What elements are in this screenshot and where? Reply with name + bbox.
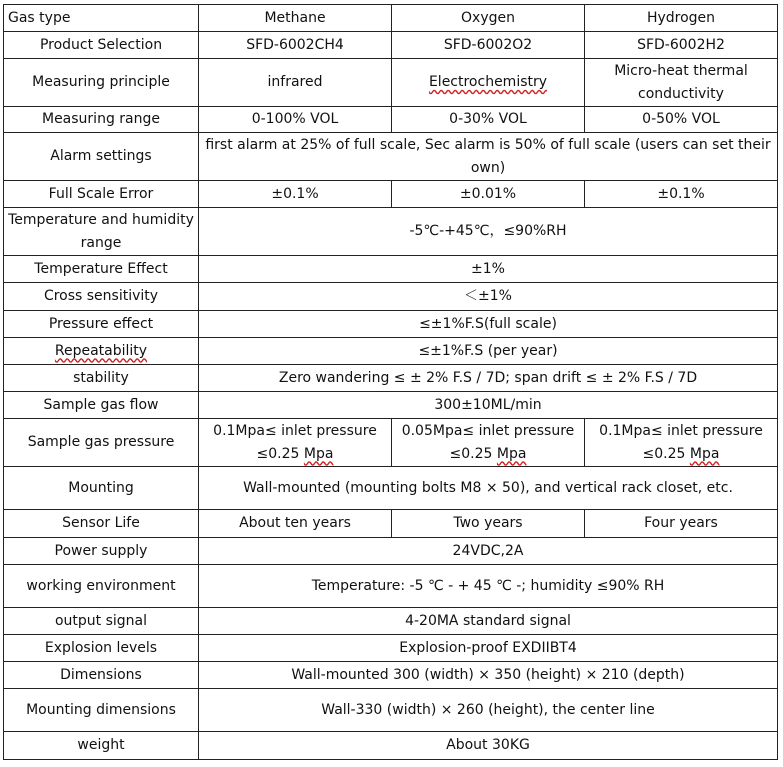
row-label: Measuring principle: [4, 59, 199, 107]
table-row: [4, 59, 778, 107]
table-row: [4, 133, 778, 181]
cell-line: [203, 443, 387, 466]
table-row: [4, 662, 778, 689]
cell-value: 24VDC,2A: [199, 538, 778, 565]
spellcheck-word: Mpa: [689, 445, 720, 462]
row-label: Temperature Effect: [4, 256, 199, 283]
spellcheck-word: Mpa: [496, 445, 527, 462]
cell-methane: infrared: [199, 59, 392, 107]
table-row: [4, 208, 778, 256]
row-label: Product Selection: [4, 32, 199, 59]
row-label: stability: [4, 365, 199, 392]
table-row: [4, 608, 778, 635]
gas-type-label: Gas type: [4, 5, 199, 32]
cell-value: Zero wandering ≤ ± 2% F.S / 7D; span drift ≤ ± 2% F.S / 7D: [199, 365, 778, 392]
row-label: Sensor Life: [4, 510, 199, 538]
cell-oxygen: ±0.01%: [392, 181, 585, 208]
row-label: Dimensions: [4, 662, 199, 689]
cell-hydrogen: Four years: [585, 510, 778, 538]
cell-value: Wall-330 (width) × 260 (height), the center line: [199, 689, 778, 732]
cell-value: Wall-mounted (mounting bolts M8 × 50), and vertical rack closet, etc.: [199, 467, 778, 510]
cell-text: ≤0.25: [449, 445, 497, 462]
row-label: Temperature and humidity range: [4, 208, 199, 256]
spellcheck-word: Electrochemistry: [428, 74, 548, 90]
cell-methane: ±0.1%: [199, 181, 392, 208]
cell-value: ≤±1%F.S (per year): [199, 338, 778, 365]
cell-hydrogen: SFD-6002H2: [585, 32, 778, 59]
cell-oxygen: [392, 419, 585, 467]
cell-value: ±1%: [199, 256, 778, 283]
cell-methane: [199, 419, 392, 467]
spec-table: [3, 4, 778, 760]
row-label: Cross sensitivity: [4, 283, 199, 311]
table-row: [4, 392, 778, 419]
table-row: [4, 311, 778, 338]
cell-value: -5℃-+45℃，≤90%RH: [199, 208, 778, 256]
cell-hydrogen: Micro-heat thermal conductivity: [585, 59, 778, 107]
table-row: [4, 181, 778, 208]
cell-value: ＜±1%: [199, 283, 778, 311]
cell-methane: 0-100% VOL: [199, 107, 392, 133]
cell-line: [589, 443, 773, 466]
table-row: [4, 732, 778, 760]
cell-value: Explosion-proof EXDIIBT4: [199, 635, 778, 662]
table-row: [4, 32, 778, 59]
cell-line: 0.1Mpa≤ inlet pressure: [213, 422, 377, 439]
row-label: Full Scale Error: [4, 181, 199, 208]
cell-methane: About ten years: [199, 510, 392, 538]
table-row: [4, 338, 778, 365]
row-label: Mounting dimensions: [4, 689, 199, 732]
table-row: [4, 419, 778, 467]
row-label: weight: [4, 732, 199, 760]
cell-hydrogen: [585, 419, 778, 467]
row-label: Pressure effect: [4, 311, 199, 338]
row-label: Explosion levels: [4, 635, 199, 662]
cell-oxygen: 0-30% VOL: [392, 107, 585, 133]
table-row: [4, 365, 778, 392]
table-row: [4, 256, 778, 283]
cell-hydrogen: 0-50% VOL: [585, 107, 778, 133]
row-label: Power supply: [4, 538, 199, 565]
spellcheck-word: Repeatability: [54, 342, 148, 359]
cell-value: Wall-mounted 300 (width) × 350 (height) × 210 (depth): [199, 662, 778, 689]
cell-value: 4-20MA standard signal: [199, 608, 778, 635]
cell-value: first alarm at 25% of full scale, Sec alarm is 50% of full scale (users can set their own): [199, 133, 778, 181]
row-label: Sample gas pressure: [4, 419, 199, 467]
cell-hydrogen: ±0.1%: [585, 181, 778, 208]
table-row: [4, 283, 778, 311]
cell-value: Temperature: -5 ℃ - + 45 ℃ -; humidity ≤90% RH: [199, 565, 778, 608]
table-row: [4, 689, 778, 732]
methane-header: Methane: [199, 5, 392, 32]
cell-value: About 30KG: [199, 732, 778, 760]
cell-methane: SFD-6002CH4: [199, 32, 392, 59]
table-row: [4, 5, 778, 32]
cell-value: 300±10ML/min: [199, 392, 778, 419]
cell-line: 0.05Mpa≤ inlet pressure: [401, 422, 575, 439]
cell-oxygen: SFD-6002O2: [392, 32, 585, 59]
row-label: [4, 338, 199, 365]
row-label: Measuring range: [4, 107, 199, 133]
row-label: Mounting: [4, 467, 199, 510]
table-row: [4, 467, 778, 510]
spellcheck-word: Mpa: [303, 445, 334, 462]
oxygen-header: Oxygen: [392, 5, 585, 32]
cell-oxygen: [392, 59, 585, 107]
table-row: [4, 565, 778, 608]
table-row: [4, 635, 778, 662]
row-label: working environment: [4, 565, 199, 608]
cell-line: 0.1Mpa≤ inlet pressure: [599, 422, 763, 439]
cell-oxygen: Two years: [392, 510, 585, 538]
cell-text: ≤0.25: [256, 445, 304, 462]
table-row: [4, 538, 778, 565]
row-label: output signal: [4, 608, 199, 635]
row-label: Sample gas flow: [4, 392, 199, 419]
hydrogen-header: Hydrogen: [585, 5, 778, 32]
table-row: [4, 510, 778, 538]
table-row: [4, 107, 778, 133]
row-label: Alarm settings: [4, 133, 199, 181]
cell-value: ≤±1%F.S(full scale): [199, 311, 778, 338]
cell-text: ≤0.25: [642, 445, 690, 462]
cell-line: [396, 443, 580, 466]
